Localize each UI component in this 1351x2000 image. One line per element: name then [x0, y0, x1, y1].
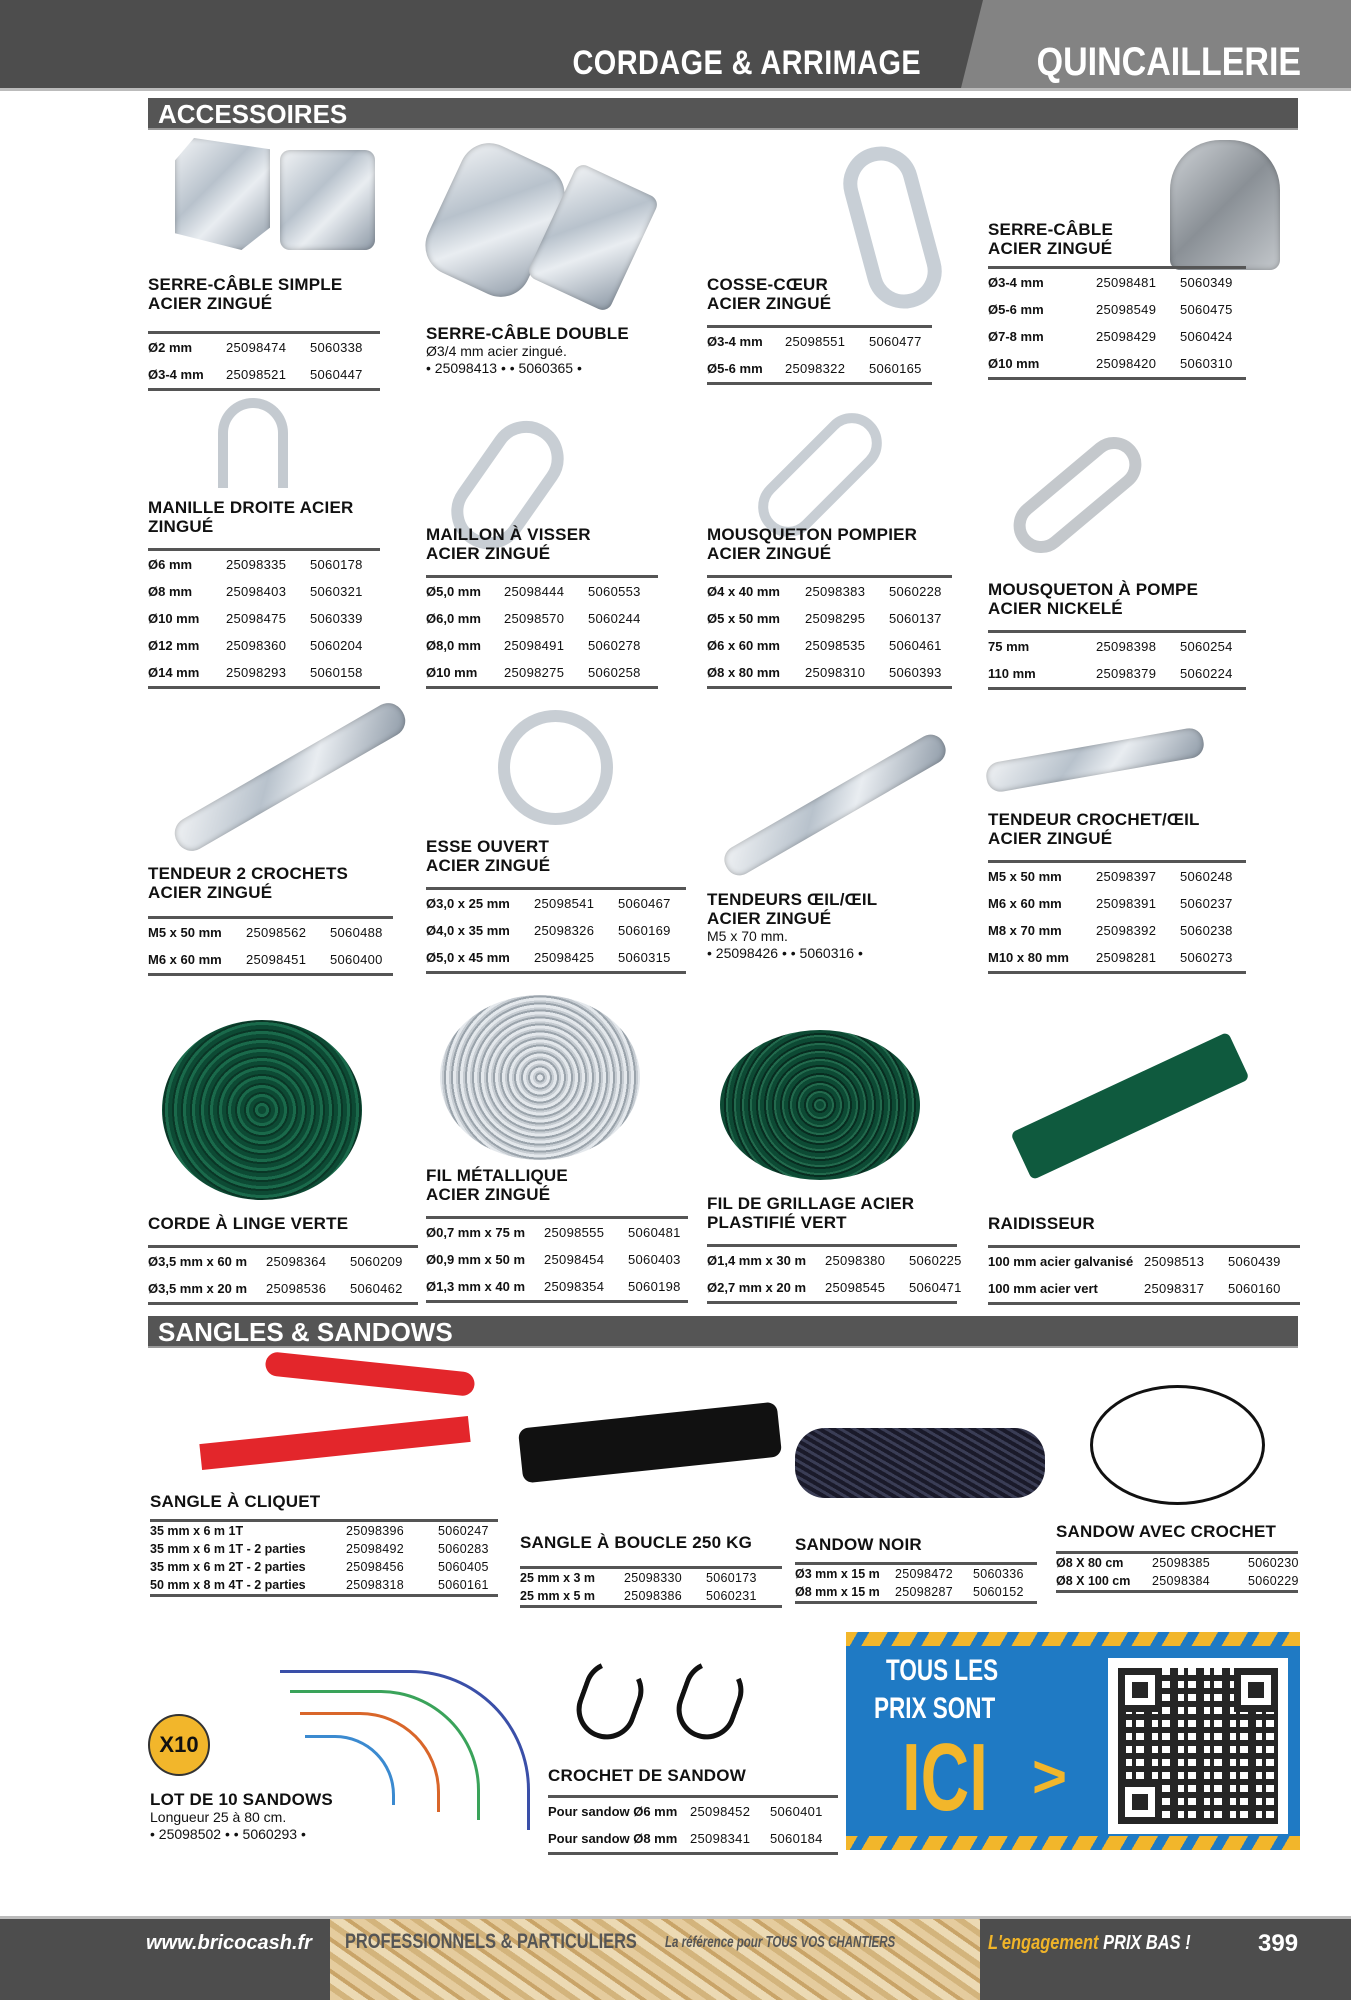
- product-references: • 25098413 • • 5060365 •: [426, 360, 582, 376]
- reference-table: [988, 1245, 1300, 1305]
- table-row: 35 mm x 6 m 1T - 2 parties 25098492 5060283: [150, 1542, 489, 1556]
- product-description: Longueur 25 à 80 cm.: [150, 1809, 287, 1825]
- reference-table: [988, 266, 1246, 380]
- product-title: FIL DE GRILLAGE ACIER: [707, 1194, 915, 1213]
- table-row: M8 x 70 mm 25098392 5060238: [988, 923, 1233, 938]
- table-row: Ø4,0 x 35 mm 25098326 5060169: [426, 923, 671, 938]
- table-row: Ø3,5 mm x 60 m 25098364 5060209: [148, 1254, 403, 1269]
- product-fil-grillage: [707, 1194, 962, 1304]
- website-link[interactable]: www.bricocash.fr: [146, 1932, 312, 1954]
- reference-table: [148, 916, 393, 976]
- product-maillon: [426, 525, 658, 689]
- product-references: • 25098426 • • 5060316 •: [707, 945, 863, 961]
- header-divider: [0, 88, 1351, 91]
- manille-image: [218, 398, 288, 488]
- reference-table: [548, 1795, 838, 1855]
- reference-table: [988, 860, 1246, 974]
- product-subtitle: ACIER ZINGUÉ: [426, 544, 551, 563]
- table-row: Ø8 X 100 cm 25098384 5060229: [1056, 1574, 1299, 1588]
- engagement-label: L'engagement: [988, 1932, 1099, 1954]
- table-row: Ø5-6 mm 25098549 5060475: [988, 302, 1233, 317]
- product-serre-cable: [988, 220, 1246, 380]
- section-title: QUINCAILLERIE: [1036, 40, 1301, 84]
- sangle-cliquet-image: [264, 1351, 475, 1397]
- reference-table: [707, 1244, 962, 1304]
- product-crochet-sandow: [548, 1766, 838, 1855]
- product-title: CROCHET DE SANDOW: [548, 1766, 746, 1785]
- product-title: LOT DE 10 SANDOWS: [150, 1790, 333, 1809]
- product-title: CORDE À LINGE VERTE: [148, 1214, 349, 1233]
- table-row: M6 x 60 mm 25098391 5060237: [988, 896, 1233, 911]
- product-title: MANILLE DROITE ACIER: [148, 498, 354, 517]
- hazard-stripe-top: [846, 1632, 1300, 1646]
- product-title: MOUSQUETON À POMPE: [988, 580, 1199, 599]
- table-row: 50 mm x 8 m 4T - 2 parties 25098318 5060161: [150, 1578, 489, 1592]
- product-title: SERRE-CÂBLE: [988, 220, 1113, 239]
- product-title: RAIDISSEUR: [988, 1214, 1095, 1233]
- product-mousqueton-pompier: [707, 525, 952, 689]
- product-tendeur-2-crochets: [148, 864, 393, 976]
- esse-image: [498, 710, 613, 825]
- page-number: 399: [1258, 1930, 1299, 1957]
- tendeur-crochet-oeil-image: [984, 726, 1206, 794]
- table-row: 110 mm 25098379 5060224: [988, 666, 1233, 681]
- table-row: 100 mm acier galvanisé 25098513 5060439: [988, 1254, 1281, 1269]
- crochet-sandow-image-2: [668, 1652, 752, 1748]
- table-row: Ø8 mm 25098403 5060321: [148, 584, 363, 599]
- table-row: 100 mm acier vert 25098317 5060160: [988, 1281, 1281, 1296]
- product-lot-sandows: [150, 1790, 410, 1843]
- table-row: Ø5,0 x 45 mm 25098425 5060315: [426, 950, 671, 965]
- sangle-cliquet-image-2: [199, 1416, 470, 1470]
- section-bar-accessoires: ACCESSOIRES: [148, 98, 1298, 130]
- footer-engagement: [988, 1932, 1191, 1955]
- product-subtitle: ACIER ZINGUÉ: [707, 544, 832, 563]
- footer-reference: La référence pour TOUS VOS CHANTIERS: [665, 1934, 896, 1951]
- product-title: MAILLON À VISSER: [426, 525, 591, 544]
- table-row: Ø2 mm 25098474 5060338: [148, 340, 363, 355]
- table-row: Ø2,7 mm x 20 m 25098545 5060471: [707, 1280, 962, 1295]
- table-row: Ø8 X 80 cm 25098385 5060230: [1056, 1556, 1299, 1570]
- table-row: Pour sandow Ø8 mm 25098341 5060184: [548, 1831, 823, 1846]
- product-title: TENDEUR 2 CROCHETS: [148, 864, 349, 883]
- hazard-stripe-bottom: [846, 1836, 1300, 1850]
- table-row: Ø1,3 mm x 40 m 25098354 5060198: [426, 1279, 681, 1294]
- footer-tagline: PROFESSIONNELS & PARTICULIERS: [345, 1930, 637, 1953]
- raidisseur-image: [1010, 1032, 1249, 1181]
- promo-line-3: ICI: [902, 1724, 988, 1831]
- table-row: Ø5 x 50 mm 25098295 5060137: [707, 611, 942, 626]
- table-row: Ø4 x 40 mm 25098383 5060228: [707, 584, 942, 599]
- fil-metallique-image: [440, 995, 640, 1160]
- prix-bas-label: PRIX BAS !: [1103, 1932, 1191, 1954]
- table-row: Ø3-4 mm 25098481 5060349: [988, 275, 1233, 290]
- table-row: Ø0,9 mm x 50 m 25098454 5060403: [426, 1252, 681, 1267]
- serre-cable-simple-image-2: [280, 150, 375, 250]
- table-row: M5 x 50 mm 25098562 5060488: [148, 925, 383, 940]
- product-cosse-coeur: [707, 275, 932, 385]
- table-row: M10 x 80 mm 25098281 5060273: [988, 950, 1233, 965]
- table-row: Ø6,0 mm 25098570 5060244: [426, 611, 641, 626]
- product-description: M5 x 70 mm.: [707, 928, 788, 944]
- product-description: Ø3/4 mm acier zingué.: [426, 343, 567, 359]
- section-bar-sangles: SANGLES & SANDOWS: [148, 1316, 1298, 1348]
- product-subtitle: ZINGUÉ: [148, 517, 214, 536]
- product-sangle-boucle: [520, 1533, 782, 1608]
- reference-table: [148, 331, 380, 391]
- reference-table: [426, 887, 686, 974]
- product-title: TENDEURS ŒIL/ŒIL: [707, 890, 878, 909]
- product-title: SERRE-CÂBLE DOUBLE: [426, 324, 629, 343]
- product-mousqueton-pompe: [988, 580, 1246, 690]
- table-row: Ø3-4 mm 25098551 5060477: [707, 334, 922, 349]
- product-raidisseur: [988, 1214, 1300, 1305]
- reference-table: [148, 548, 380, 689]
- product-title: SERRE-CÂBLE SIMPLE: [148, 275, 343, 294]
- product-title: MOUSQUETON POMPIER: [707, 525, 918, 544]
- product-subtitle: ACIER ZINGUÉ: [707, 294, 832, 313]
- crochet-sandow-image: [568, 1652, 652, 1748]
- product-title: SANDOW NOIR: [795, 1535, 922, 1554]
- product-subtitle: ACIER ZINGUÉ: [148, 294, 273, 313]
- product-subtitle: ACIER ZINGUÉ: [988, 239, 1113, 258]
- promo-line-1: TOUS LES: [886, 1654, 999, 1687]
- table-row: 35 mm x 6 m 2T - 2 parties 25098456 5060405: [150, 1560, 489, 1574]
- reference-table: [988, 630, 1246, 690]
- product-esse: [426, 837, 686, 974]
- table-row: Ø10 mm 25098420 5060310: [988, 356, 1233, 371]
- table-row: M6 x 60 mm 25098451 5060400: [148, 952, 383, 967]
- table-row: Ø6 mm 25098335 5060178: [148, 557, 363, 572]
- reference-table: [707, 575, 952, 689]
- category-title: CORDAGE & ARRIMAGE: [572, 44, 921, 82]
- table-row: Ø12 mm 25098360 5060204: [148, 638, 363, 653]
- table-row: Ø14 mm 25098293 5060158: [148, 665, 363, 680]
- product-title: COSSE-CŒUR: [707, 275, 829, 294]
- table-row: Ø10 mm 25098275 5060258: [426, 665, 641, 680]
- promo-line-2: PRIX SONT: [874, 1692, 996, 1725]
- product-title: SANGLE À BOUCLE 250 KG: [520, 1533, 753, 1552]
- table-row: Pour sandow Ø6 mm 25098452 5060401: [548, 1804, 823, 1819]
- table-row: 25 mm x 3 m 25098330 5060173: [520, 1571, 757, 1585]
- tendeur-2-crochets-image: [169, 697, 411, 856]
- table-row: Ø6 x 60 mm 25098535 5060461: [707, 638, 942, 653]
- quantity-badge: X10: [148, 1714, 210, 1776]
- reference-table: [150, 1519, 498, 1597]
- table-row: Ø8 mm x 15 m 25098287 5060152: [795, 1585, 1024, 1599]
- product-subtitle: ACIER ZINGUÉ: [426, 856, 551, 875]
- table-row: Ø3-4 mm 25098521 5060447: [148, 367, 363, 382]
- table-row: Ø10 mm 25098475 5060339: [148, 611, 363, 626]
- promo-banner-qr[interactable]: [846, 1632, 1300, 1850]
- product-subtitle: PLASTIFIÉ VERT: [707, 1213, 847, 1232]
- product-title: SANGLE À CLIQUET: [150, 1492, 321, 1511]
- fil-grillage-image: [720, 1030, 920, 1180]
- product-references: • 25098502 • • 5060293 •: [150, 1826, 306, 1842]
- table-row: Ø8,0 mm 25098491 5060278: [426, 638, 641, 653]
- product-tendeur-crochet-oeil: [988, 810, 1246, 974]
- qr-finder-icon: [1118, 1668, 1162, 1712]
- table-row: 25 mm x 5 m 25098386 5060231: [520, 1589, 757, 1603]
- corde-linge-image: [162, 1020, 362, 1200]
- qr-code[interactable]: [1108, 1658, 1288, 1834]
- table-row: Ø0,7 mm x 75 m 25098555 5060481: [426, 1225, 681, 1240]
- reference-table: [1056, 1551, 1298, 1593]
- serre-cable-simple-image: [175, 138, 270, 250]
- product-subtitle: ACIER NICKELÉ: [988, 599, 1123, 618]
- product-sandow-crochet: [1056, 1522, 1298, 1593]
- product-title: SANDOW AVEC CROCHET: [1056, 1522, 1277, 1541]
- product-tendeurs-oeil: [707, 890, 957, 962]
- table-row: Ø1,4 mm x 30 m 25098380 5060225: [707, 1253, 962, 1268]
- sandow-noir-image: [795, 1428, 1045, 1498]
- table-row: Ø5,0 mm 25098444 5060553: [426, 584, 641, 599]
- product-manille: [148, 498, 380, 689]
- product-serre-cable-double: [426, 324, 666, 377]
- mousqueton-pompe-image: [1002, 426, 1152, 565]
- reference-table: [795, 1562, 1037, 1604]
- reference-table: [520, 1566, 782, 1608]
- reference-table: [426, 1216, 688, 1303]
- sangle-boucle-image: [518, 1402, 782, 1484]
- table-row: Ø3,5 mm x 20 m 25098536 5060462: [148, 1281, 403, 1296]
- product-title: FIL MÉTALLIQUE: [426, 1166, 568, 1185]
- arrow-right-icon: >: [1032, 1743, 1068, 1810]
- qr-finder-icon: [1118, 1780, 1162, 1824]
- table-row: 35 mm x 6 m 1T 25098396 5060247: [150, 1524, 489, 1538]
- product-subtitle: ACIER ZINGUÉ: [426, 1185, 551, 1204]
- table-row: Ø5-6 mm 25098322 5060165: [707, 361, 922, 376]
- product-title: ESSE OUVERT: [426, 837, 550, 856]
- table-row: M5 x 50 mm 25098397 5060248: [988, 869, 1233, 884]
- table-row: Ø3 mm x 15 m 25098472 5060336: [795, 1567, 1024, 1581]
- product-subtitle: ACIER ZINGUÉ: [707, 909, 832, 928]
- tendeur-oeil-image: [719, 730, 951, 881]
- table-row: 75 mm 25098398 5060254: [988, 639, 1233, 654]
- product-corde-linge: [148, 1214, 418, 1305]
- qr-pattern: [1118, 1668, 1278, 1824]
- product-title: TENDEUR CROCHET/ŒIL: [988, 810, 1200, 829]
- qr-finder-icon: [1234, 1668, 1278, 1712]
- reference-table: [707, 325, 932, 385]
- product-fil-metallique: [426, 1166, 688, 1303]
- table-row: Ø3,0 x 25 mm 25098541 5060467: [426, 896, 671, 911]
- table-row: Ø7-8 mm 25098429 5060424: [988, 329, 1233, 344]
- reference-table: [426, 575, 658, 689]
- sandow-crochet-image: [1090, 1385, 1265, 1505]
- reference-table: [148, 1245, 418, 1305]
- product-sandow-noir: [795, 1535, 1037, 1604]
- product-serre-cable-simple: [148, 275, 380, 391]
- product-subtitle: ACIER ZINGUÉ: [988, 829, 1113, 848]
- product-subtitle: ACIER ZINGUÉ: [148, 883, 273, 902]
- product-sangle-cliquet: [150, 1492, 498, 1597]
- table-row: Ø8 x 80 mm 25098310 5060393: [707, 665, 942, 680]
